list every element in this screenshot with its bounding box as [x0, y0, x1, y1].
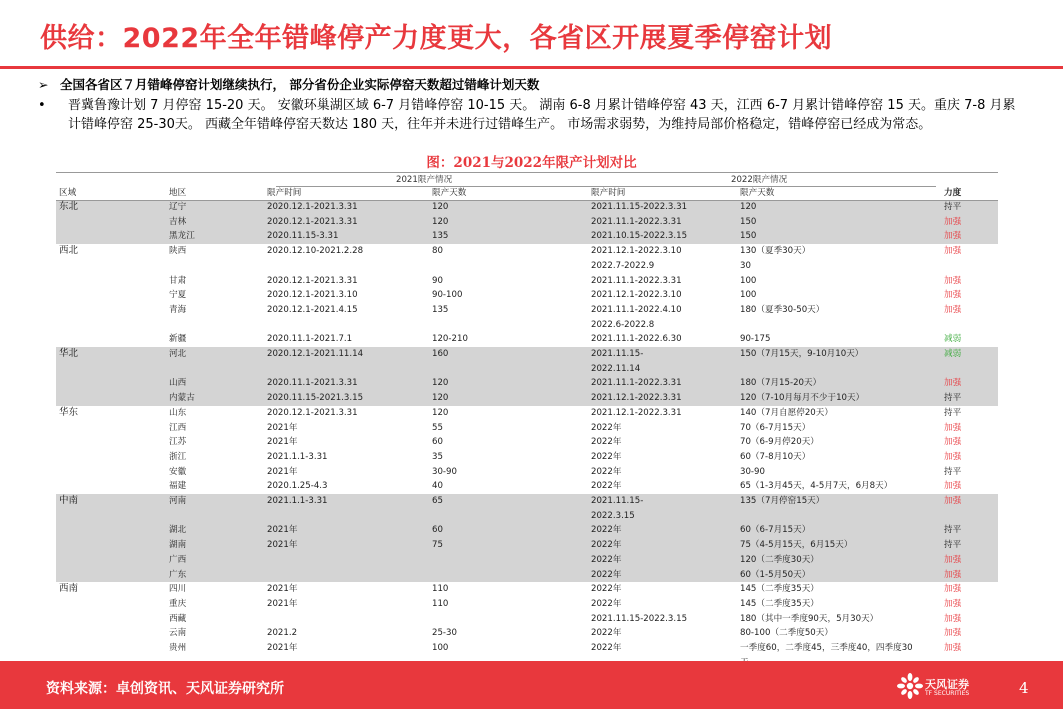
cell-intensity: 加强 [944, 231, 962, 242]
cell-days-2021: 120 [432, 202, 449, 212]
cell-period-2021: 2020.11.1-2021.7.1 [267, 334, 353, 345]
cell-intensity: 加强 [944, 554, 962, 565]
cell-period-2022: 2022年 [591, 422, 622, 433]
title-divider [0, 66, 1063, 69]
group-header-2021: 2021限产情况 [396, 175, 453, 185]
cell-province: 云南 [169, 628, 187, 639]
cell-period-2021: 2021年 [267, 466, 298, 477]
cell-days-2022: 30-90 [740, 466, 765, 477]
bullet-heading-text: 全国各省区７月错峰停窑计划继续执行， 部分省份企业实际停窑天数超过错峰计划天数 [60, 77, 540, 92]
cell-intensity: 加强 [944, 643, 962, 653]
cell-region: 西南 [59, 583, 79, 595]
cell-days-2021: 65 [432, 496, 443, 506]
cell-region: 华北 [59, 348, 79, 359]
cell-period-2021: 2021年 [267, 540, 298, 551]
cell-province: 辽宁 [169, 202, 187, 212]
production-limit-table [56, 172, 998, 660]
cell-intensity: 加强 [944, 437, 962, 448]
dot-bullet-icon: • [38, 98, 46, 113]
cell-period-2022: 2021.12.1-2022.3.31 [591, 393, 682, 404]
column-header-intensity: 力度 [944, 188, 962, 198]
cell-days-2022: 145（二季度35天） [740, 584, 819, 595]
cell-days-2022: 120（二季度30天） [740, 554, 819, 565]
cell-days-2022: 145（二季度35天） [740, 598, 819, 609]
group-header-rule [276, 186, 936, 187]
cell-period-2021: 2020.12.1-2021.3.31 [267, 216, 358, 227]
column-header-period-2022: 限产时间 [591, 188, 626, 198]
cell-days-2022: 140（7月自愿停20天） [740, 407, 833, 418]
cell-intensity: 加强 [944, 628, 962, 639]
bullet-heading [38, 75, 539, 93]
cell-province: 湖北 [169, 525, 187, 536]
cell-province: 浙江 [169, 451, 187, 462]
slide-title: 供给：2022年全年错峰停产力度更大，各省区开展夏季停窑计划 [40, 23, 833, 54]
cell-intensity: 持平 [944, 202, 962, 212]
cell-days-2022: 120 [740, 202, 757, 212]
cell-period-2021: 2020.11.15-3.31 [267, 231, 339, 242]
cell-province: 安徽 [169, 466, 187, 477]
cell-intensity: 加强 [944, 216, 962, 227]
cell-days-2022: 90-175 [740, 334, 771, 345]
cell-province: 山西 [169, 378, 187, 389]
cell-province: 黑龙江 [169, 231, 195, 242]
cell-intensity: 加强 [944, 304, 962, 315]
cell-period-2022: 2021.11.1-2022.3.31 [591, 378, 682, 389]
cell-period-2021: 2020.12.1-2021.11.14 [267, 349, 364, 359]
cell-period-2022: 2021.11.1-2022.3.31 [591, 275, 682, 286]
cell-days-2021: 135 [432, 231, 449, 242]
cell-intensity: 加强 [944, 275, 962, 286]
cell-intensity: 持平 [944, 540, 962, 551]
cell-period-2022: 2021.11.1-2022.3.31 [591, 216, 682, 227]
cell-period-2022: 2022年 [591, 481, 622, 492]
cell-period-2021: 2021年 [267, 643, 298, 653]
cell-period-2021: 2021年 [267, 422, 298, 433]
cell-intensity: 加强 [944, 378, 962, 389]
cell-period-2021: 2020.12.1-2021.3.31 [267, 275, 358, 286]
cell-period-2022: 2022年 [591, 628, 622, 639]
cell-period-2021: 2020.12.1-2021.3.31 [267, 407, 358, 418]
arrow-bullet-icon: ➢ [38, 77, 49, 92]
cell-days-2022: 100 [740, 275, 757, 286]
cell-days-2021: 100 [432, 643, 449, 653]
cell-period-2022: 2021.11.15- [591, 496, 644, 506]
cell-days-2022: 135（7月停窑15天） [740, 496, 825, 506]
cell-period-2022: 2021.12.1-2022.3.31 [591, 407, 682, 418]
cell-days-2021: 55 [432, 422, 443, 433]
cell-province: 宁夏 [169, 290, 187, 301]
cell-intensity: 加强 [944, 496, 962, 506]
cell-period-2022: 2021.12.1-2022.3.10 [591, 290, 682, 301]
cell-intensity: 加强 [944, 246, 962, 257]
cell-days-2022: 65（1-3月45天，4-5月7天，6月8天） [740, 481, 893, 492]
cell-intensity: 加强 [944, 422, 962, 433]
cell-days-2022: 180（其中一季度90天，5月30天） [740, 613, 879, 624]
cell-province: 四川 [169, 584, 187, 595]
cell-days-2021: 160 [432, 349, 449, 359]
cell-period-2022: 2022年 [591, 643, 622, 653]
cell-period-2022: 2021.11.1-2022.6.30 [591, 334, 682, 345]
cell-period-2021: 2021.1.1-3.31 [267, 496, 328, 506]
cell-period-2022: 2022年 [591, 598, 622, 609]
cell-intensity: 减弱 [944, 349, 962, 359]
cell-days-2022: 70（6-9月停20天） [740, 437, 819, 448]
cell-period-2022: 2022.7-2022.9 [591, 260, 655, 271]
cell-period-2021: 2020.12.1-2021.3.31 [267, 202, 358, 212]
cell-period-2021: 2020.11.1-2021.3.31 [267, 378, 358, 389]
brand-name: 天风证券 [925, 678, 969, 691]
cell-days-2021: 40 [432, 481, 443, 492]
summary-paragraph [38, 96, 1028, 134]
brand-subtitle: TF SECURITIES [925, 690, 970, 697]
cell-intensity: 持平 [944, 407, 962, 418]
cell-province: 西藏 [169, 613, 187, 624]
cell-days-2021: 30-90 [432, 466, 457, 477]
cell-period-2022: 2022.11.14 [591, 363, 641, 374]
cell-period-2022: 2022年 [591, 554, 622, 565]
cell-province: 福建 [169, 481, 187, 492]
column-header-period-2021: 限产时间 [267, 188, 302, 198]
cell-period-2022: 2022年 [591, 569, 622, 580]
cell-days-2021: 80 [432, 246, 443, 257]
cell-intensity: 加强 [944, 569, 962, 580]
group-header-2022: 2022限产情况 [731, 175, 788, 185]
cell-days-2021: 120 [432, 216, 449, 227]
region-band [56, 200, 998, 244]
cell-period-2022: 2021.11.15- [591, 349, 644, 359]
cell-days-2022: 150 [740, 231, 757, 242]
source-note: 资料来源：卓创资讯、天风证券研究所 [46, 681, 284, 697]
table-top-rule [56, 172, 998, 173]
cell-days-2022: 70（6-7月15天） [740, 422, 811, 433]
cell-days-2021: 25-30 [432, 628, 457, 639]
region-band [56, 494, 998, 582]
cell-region: 西北 [59, 245, 79, 257]
cell-days-2021: 120 [432, 407, 449, 418]
cell-days-2021: 120 [432, 378, 449, 389]
cell-intensity: 加强 [944, 290, 962, 301]
cell-period-2021: 2021年 [267, 598, 298, 609]
cell-province: 河北 [169, 349, 187, 359]
column-header-province: 地区 [169, 188, 187, 198]
cell-province: 吉林 [169, 216, 187, 227]
cell-days-2022: 60（7-8月10天） [740, 451, 811, 462]
cell-period-2022: 2022年 [591, 437, 622, 448]
cell-province: 河南 [169, 496, 187, 506]
cell-period-2022: 2022年 [591, 540, 622, 551]
cell-days-2021: 60 [432, 525, 443, 536]
cell-period-2021: 2020.12.10-2021.2.28 [267, 246, 364, 257]
cell-intensity: 加强 [944, 584, 962, 595]
cell-province: 甘肃 [169, 275, 187, 286]
cell-intensity: 持平 [944, 393, 962, 404]
cell-period-2022: 2022年 [591, 525, 622, 536]
cell-period-2022: 2022.6-2022.8 [591, 319, 655, 330]
cell-intensity: 加强 [944, 598, 962, 609]
cell-province: 内蒙古 [169, 393, 195, 404]
cell-region: 中南 [59, 495, 79, 506]
cell-intensity: 加强 [944, 451, 962, 462]
cell-days-2022: 60（6-7月15天） [740, 525, 811, 536]
cell-days-2021: 135 [432, 304, 449, 315]
cell-period-2022: 2021.11.15-2022.3.15 [591, 613, 688, 624]
cell-days-2022: 75（4-5月15天，6月15天） [740, 540, 853, 551]
cell-period-2021: 2021年 [267, 584, 298, 595]
cell-period-2021: 2020.12.1-2021.4.15 [267, 304, 358, 315]
cell-days-2021: 90 [432, 275, 443, 286]
cell-days-2022: 100 [740, 290, 757, 301]
cell-region: 华东 [59, 406, 79, 418]
cell-period-2022: 2021.11.1-2022.4.10 [591, 304, 682, 315]
page-number: 4 [1019, 679, 1029, 697]
cell-days-2021: 120 [432, 393, 449, 404]
cell-days-2021: 120-210 [432, 334, 468, 345]
cell-days-2022: 30 [740, 260, 751, 271]
cell-period-2021: 2021年 [267, 437, 298, 448]
cell-period-2022: 2022年 [591, 466, 622, 477]
cell-province: 江西 [169, 422, 187, 433]
cell-period-2022: 2021.10.15-2022.3.15 [591, 231, 688, 242]
cell-intensity: 加强 [944, 481, 962, 492]
cell-intensity: 持平 [944, 466, 962, 477]
figure-title: 图：2021与2022年限产计划对比 [426, 155, 637, 171]
cell-province: 青海 [169, 304, 187, 315]
cell-period-2022: 2022.3.15 [591, 510, 635, 521]
cell-days-2022: 150 [740, 216, 757, 227]
cell-period-2021: 2020.11.15-2021.3.15 [267, 393, 364, 404]
cell-period-2021: 2021年 [267, 525, 298, 536]
column-header-region: 区域 [59, 188, 77, 198]
cell-province: 江苏 [169, 437, 187, 448]
cell-period-2021: 2021.1.1-3.31 [267, 451, 328, 462]
cell-days-2021: 110 [432, 598, 449, 609]
cell-days-2022: 180（夏季30-50天） [740, 304, 825, 315]
cell-province: 山东 [169, 407, 187, 418]
column-header-days-2022: 限产天数 [740, 188, 775, 198]
cell-days-2021: 60 [432, 437, 443, 448]
cell-days-2021: 110 [432, 584, 449, 595]
cell-days-2022: 150（7月15天，9-10月10天） [740, 349, 864, 359]
cell-intensity: 减弱 [944, 334, 962, 345]
cell-days-2021: 35 [432, 451, 443, 462]
cell-province: 广东 [169, 569, 187, 580]
cell-period-2021: 2020.1.25-4.3 [267, 481, 328, 492]
cell-province: 湖南 [169, 540, 187, 551]
cell-days-2022: 一季度60，二季度45，三季度40，四季度30 [740, 643, 913, 653]
cell-days-2022: 120（7-10月每月不少于10天） [740, 393, 865, 404]
cell-intensity: 持平 [944, 525, 962, 536]
column-header-days-2021: 限产天数 [432, 188, 467, 198]
cell-days-2021: 75 [432, 540, 443, 551]
cell-days-2022: 130（夏季30天） [740, 246, 811, 257]
cell-province: 新疆 [169, 334, 187, 345]
cell-period-2021: 2021.2 [267, 628, 298, 639]
cell-days-2022: 180（7月15-20天） [740, 378, 822, 389]
cell-days-2022: 60（1-5月50天） [740, 569, 811, 580]
cell-province: 广西 [169, 554, 187, 565]
cell-province: 陕西 [169, 246, 187, 257]
cell-province: 重庆 [169, 598, 187, 609]
cell-period-2021: 2020.12.1-2021.3.10 [267, 290, 358, 301]
cell-intensity: 加强 [944, 613, 962, 624]
cell-period-2022: 2022年 [591, 584, 622, 595]
cell-province: 贵州 [169, 643, 187, 653]
cell-period-2022: 2021.11.15-2022.3.31 [591, 202, 688, 212]
cell-days-2021: 90-100 [432, 290, 463, 301]
cell-period-2022: 2022年 [591, 451, 622, 462]
header-bottom-rule [56, 200, 998, 201]
cell-region: 东北 [59, 201, 79, 212]
cell-days-2022: 80-100（二季度50天） [740, 628, 833, 639]
cell-period-2022: 2021.12.1-2022.3.10 [591, 246, 682, 257]
summary-text: 晋冀鲁豫计划 7 月停窑 15-20 天。 安徽环巢湖区域 6-7 月错峰停窑 10-15 天。 湖南 6-8 月累计错峰停窑 43 天，江西 6-7 月累计错峰停窑 15 天。重庆 7-8 月累计错峰停窑 25-30天。 西藏全年错峰停窑天数达 180 天，往年并未进行过错峰生产。 市场需求弱势，为维持局部价格稳定，错峰停窑已经成为常态。 [68, 98, 1016, 132]
